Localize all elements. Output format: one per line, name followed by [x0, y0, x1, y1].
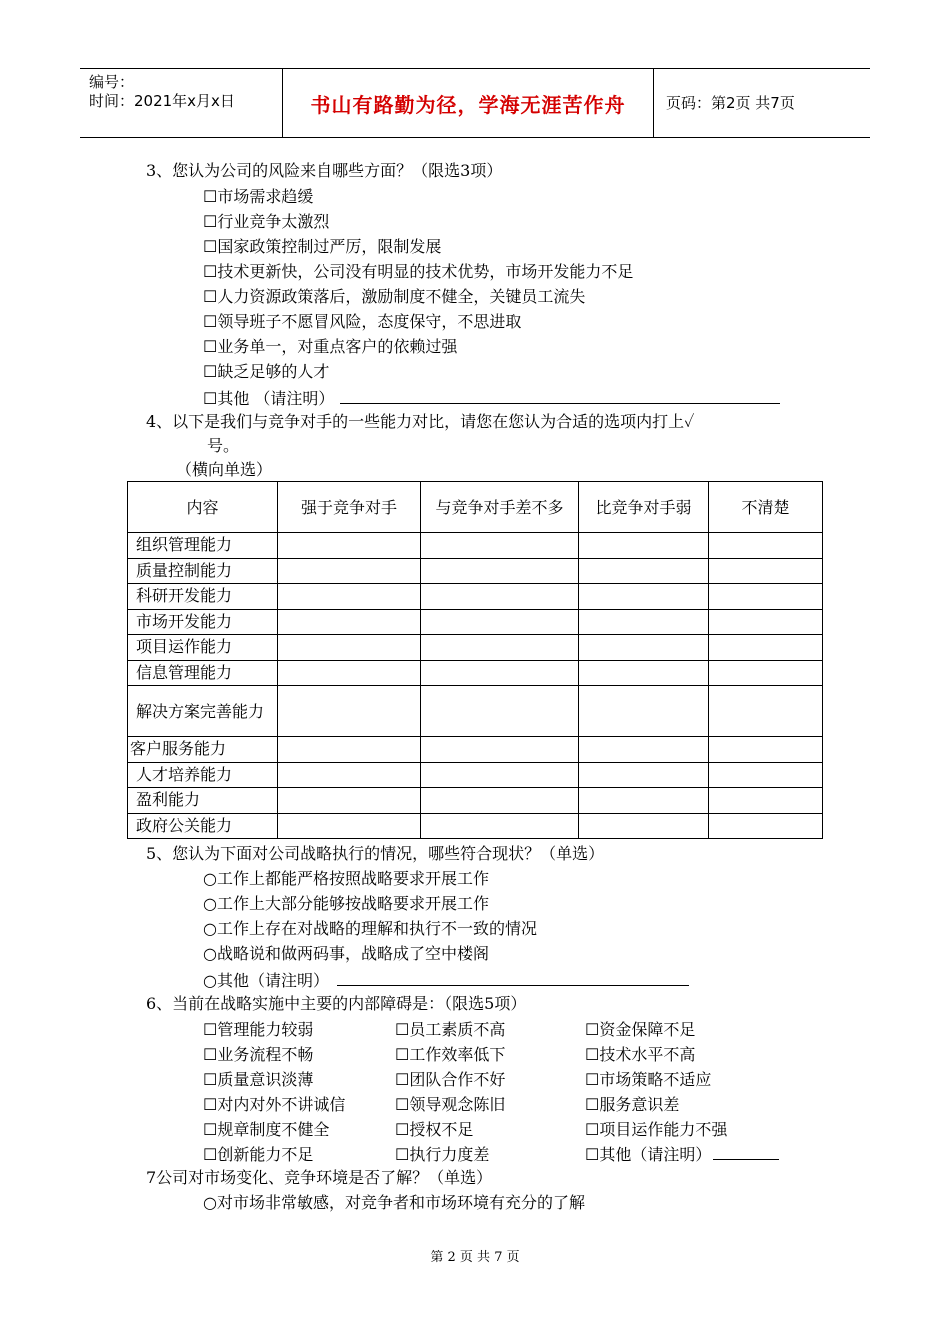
q5-option[interactable]: ○工作上大部分能够按战略要求开展工作	[203, 894, 489, 913]
q6-other-label: ☐其他（请注明）	[585, 1145, 712, 1164]
check-cell[interactable]	[421, 660, 579, 686]
row-label: 市场开发能力	[128, 609, 278, 635]
q3-other-blank[interactable]	[340, 386, 780, 404]
check-cell[interactable]	[709, 584, 823, 610]
row-label: 项目运作能力	[128, 635, 278, 661]
header-page-cell	[654, 69, 870, 137]
q6-option[interactable]: ☐资金保障不足	[585, 1020, 696, 1039]
check-cell[interactable]	[579, 737, 709, 763]
check-cell[interactable]	[579, 609, 709, 635]
q5-option[interactable]: ○工作上存在对战略的理解和执行不一致的情况	[203, 919, 537, 938]
row-label: 政府公关能力	[128, 813, 278, 839]
check-cell[interactable]	[421, 686, 579, 737]
q4-note: （横向单选）	[176, 460, 273, 479]
col-similar: 与竞争对手差不多	[421, 482, 579, 533]
check-cell[interactable]	[278, 813, 421, 839]
table-row	[128, 762, 823, 788]
table-row	[128, 558, 823, 584]
check-cell[interactable]	[421, 584, 579, 610]
check-cell[interactable]	[278, 660, 421, 686]
row-label: 人才培养能力	[128, 762, 278, 788]
col-content: 内容	[128, 482, 278, 533]
check-cell[interactable]	[709, 686, 823, 737]
check-cell[interactable]	[709, 558, 823, 584]
motto-text: 书山有路勤为径，学海无涯苦作舟	[310, 92, 626, 117]
check-cell[interactable]	[278, 737, 421, 763]
table-row	[128, 660, 823, 686]
check-cell[interactable]	[278, 788, 421, 814]
header-meta-cell	[80, 69, 283, 137]
q3-option[interactable]: ☐人力资源政策落后，激励制度不健全，关键员工流失	[203, 287, 586, 306]
q6-option[interactable]: ☐市场策略不适应	[585, 1070, 712, 1089]
q6-other-blank[interactable]	[713, 1142, 779, 1160]
q6-option[interactable]: ☐员工素质不高	[395, 1020, 506, 1039]
q6-option-other[interactable]	[585, 1142, 779, 1167]
q5-title: 5、您认为下面对公司战略执行的情况，哪些符合现状？（单选）	[146, 844, 605, 863]
check-cell[interactable]	[579, 584, 709, 610]
check-cell[interactable]	[709, 762, 823, 788]
q3-option[interactable]: ☐市场需求趋缓	[203, 187, 314, 206]
q6-option[interactable]: ☐管理能力较弱	[203, 1020, 314, 1039]
check-cell[interactable]	[709, 635, 823, 661]
q3-option[interactable]: ☐行业竞争太激烈	[203, 212, 330, 231]
check-cell[interactable]	[709, 813, 823, 839]
q5-option[interactable]: ○工作上都能严格按照战略要求开展工作	[203, 869, 489, 888]
check-cell[interactable]	[421, 737, 579, 763]
check-cell[interactable]	[278, 584, 421, 610]
check-cell[interactable]	[278, 686, 421, 737]
q3-option[interactable]: ☐业务单一，对重点客户的依赖过强	[203, 337, 458, 356]
page-footer: 第 2 页 共 7 页	[430, 1250, 520, 1265]
q3-option[interactable]: ☐技术更新快，公司没有明显的技术优势，市场开发能力不足	[203, 262, 634, 281]
q3-option[interactable]: ☐缺乏足够的人才	[203, 362, 330, 381]
check-cell[interactable]	[579, 635, 709, 661]
q5-option[interactable]: ○战略说和做两码事，战略成了空中楼阁	[203, 944, 489, 963]
q6-option[interactable]: ☐创新能力不足	[203, 1145, 314, 1164]
q5-option-other[interactable]	[203, 968, 689, 992]
check-cell[interactable]	[421, 609, 579, 635]
check-cell[interactable]	[278, 762, 421, 788]
q7-title: 7公司对市场变化、竞争环境是否了解？（单选）	[146, 1168, 493, 1187]
table-row	[128, 788, 823, 814]
q6-option[interactable]: ☐工作效率低下	[395, 1045, 506, 1064]
row-label: 客户服务能力	[128, 737, 278, 763]
q3-option[interactable]: ☐国家政策控制过严厉，限制发展	[203, 237, 442, 256]
row-label: 组织管理能力	[128, 533, 278, 559]
row-label: 解决方案完善能力	[128, 686, 278, 737]
q3-other-label: ☐其他 （请注明）	[203, 389, 335, 408]
q4-title-cont: 号。	[207, 436, 240, 455]
table-row	[128, 584, 823, 610]
check-cell[interactable]	[579, 533, 709, 559]
q6-option[interactable]: ☐执行力度差	[395, 1145, 490, 1164]
q6-option[interactable]: ☐服务意识差	[585, 1095, 680, 1114]
q3-option-other[interactable]	[203, 386, 780, 410]
q6-option[interactable]: ☐领导观念陈旧	[395, 1095, 506, 1114]
table-row	[128, 635, 823, 661]
row-label: 盈利能力	[128, 788, 278, 814]
check-cell[interactable]	[278, 609, 421, 635]
check-cell[interactable]	[579, 788, 709, 814]
check-cell[interactable]	[278, 533, 421, 559]
capability-table	[127, 481, 823, 839]
row-label: 科研开发能力	[128, 584, 278, 610]
check-cell[interactable]	[709, 737, 823, 763]
check-cell[interactable]	[278, 558, 421, 584]
q3-title: 3、您认为公司的风险来自哪些方面？（限选3项）	[146, 161, 503, 180]
col-weaker: 比竞争对手弱	[579, 482, 709, 533]
q6-title: 6、当前在战略实施中主要的内部障碍是：（限选5项）	[146, 994, 527, 1013]
q6-option[interactable]: ☐规章制度不健全	[203, 1120, 330, 1139]
q6-options-grid	[0, 1017, 950, 1167]
time-label: 时间：2021年x月x日	[89, 92, 235, 110]
check-cell[interactable]	[421, 558, 579, 584]
q6-option[interactable]: ☐质量意识淡薄	[203, 1070, 314, 1089]
page-label: 页码：第2页 共7页	[666, 94, 795, 112]
row-label: 质量控制能力	[128, 558, 278, 584]
table-row	[128, 533, 823, 559]
code-label: 编号：	[89, 73, 135, 91]
check-cell[interactable]	[421, 533, 579, 559]
q6-option[interactable]: ☐对内对外不讲诚信	[203, 1095, 346, 1114]
q5-other-blank[interactable]	[337, 968, 689, 986]
col-stronger: 强于竞争对手	[278, 482, 421, 533]
table-row	[128, 737, 823, 763]
q4-title: 4、以下是我们与竞争对手的一些能力对比，请您在您认为合适的选项内打上✓	[146, 412, 695, 431]
q5-other-label: ○其他（请注明）	[203, 971, 329, 990]
table-row	[128, 813, 823, 839]
check-cell[interactable]	[579, 558, 709, 584]
check-cell[interactable]	[579, 762, 709, 788]
table-header-row	[128, 482, 823, 533]
check-cell[interactable]	[709, 609, 823, 635]
check-cell[interactable]	[579, 660, 709, 686]
check-cell[interactable]	[709, 788, 823, 814]
col-unknown: 不清楚	[709, 482, 823, 533]
q6-option[interactable]: ☐技术水平不高	[585, 1045, 696, 1064]
q6-option[interactable]: ☐团队合作不好	[395, 1070, 506, 1089]
q6-option[interactable]: ☐业务流程不畅	[203, 1045, 314, 1064]
check-cell[interactable]	[579, 686, 709, 737]
check-cell[interactable]	[278, 635, 421, 661]
check-cell[interactable]	[421, 788, 579, 814]
q3-option[interactable]: ☐领导班子不愿冒风险，态度保守，不思进取	[203, 312, 522, 331]
check-cell[interactable]	[421, 762, 579, 788]
header-motto-cell	[283, 69, 654, 137]
check-cell[interactable]	[709, 660, 823, 686]
table-row	[128, 686, 823, 737]
check-cell[interactable]	[421, 813, 579, 839]
q6-option[interactable]: ☐授权不足	[395, 1120, 474, 1139]
check-cell[interactable]	[579, 813, 709, 839]
q7-option[interactable]: ○对市场非常敏感，对竞争者和市场环境有充分的了解	[203, 1193, 585, 1212]
check-cell[interactable]	[709, 533, 823, 559]
table-row	[128, 609, 823, 635]
q6-option[interactable]: ☐项目运作能力不强	[585, 1120, 728, 1139]
row-label: 信息管理能力	[128, 660, 278, 686]
check-cell[interactable]	[421, 635, 579, 661]
page-header	[80, 68, 870, 138]
